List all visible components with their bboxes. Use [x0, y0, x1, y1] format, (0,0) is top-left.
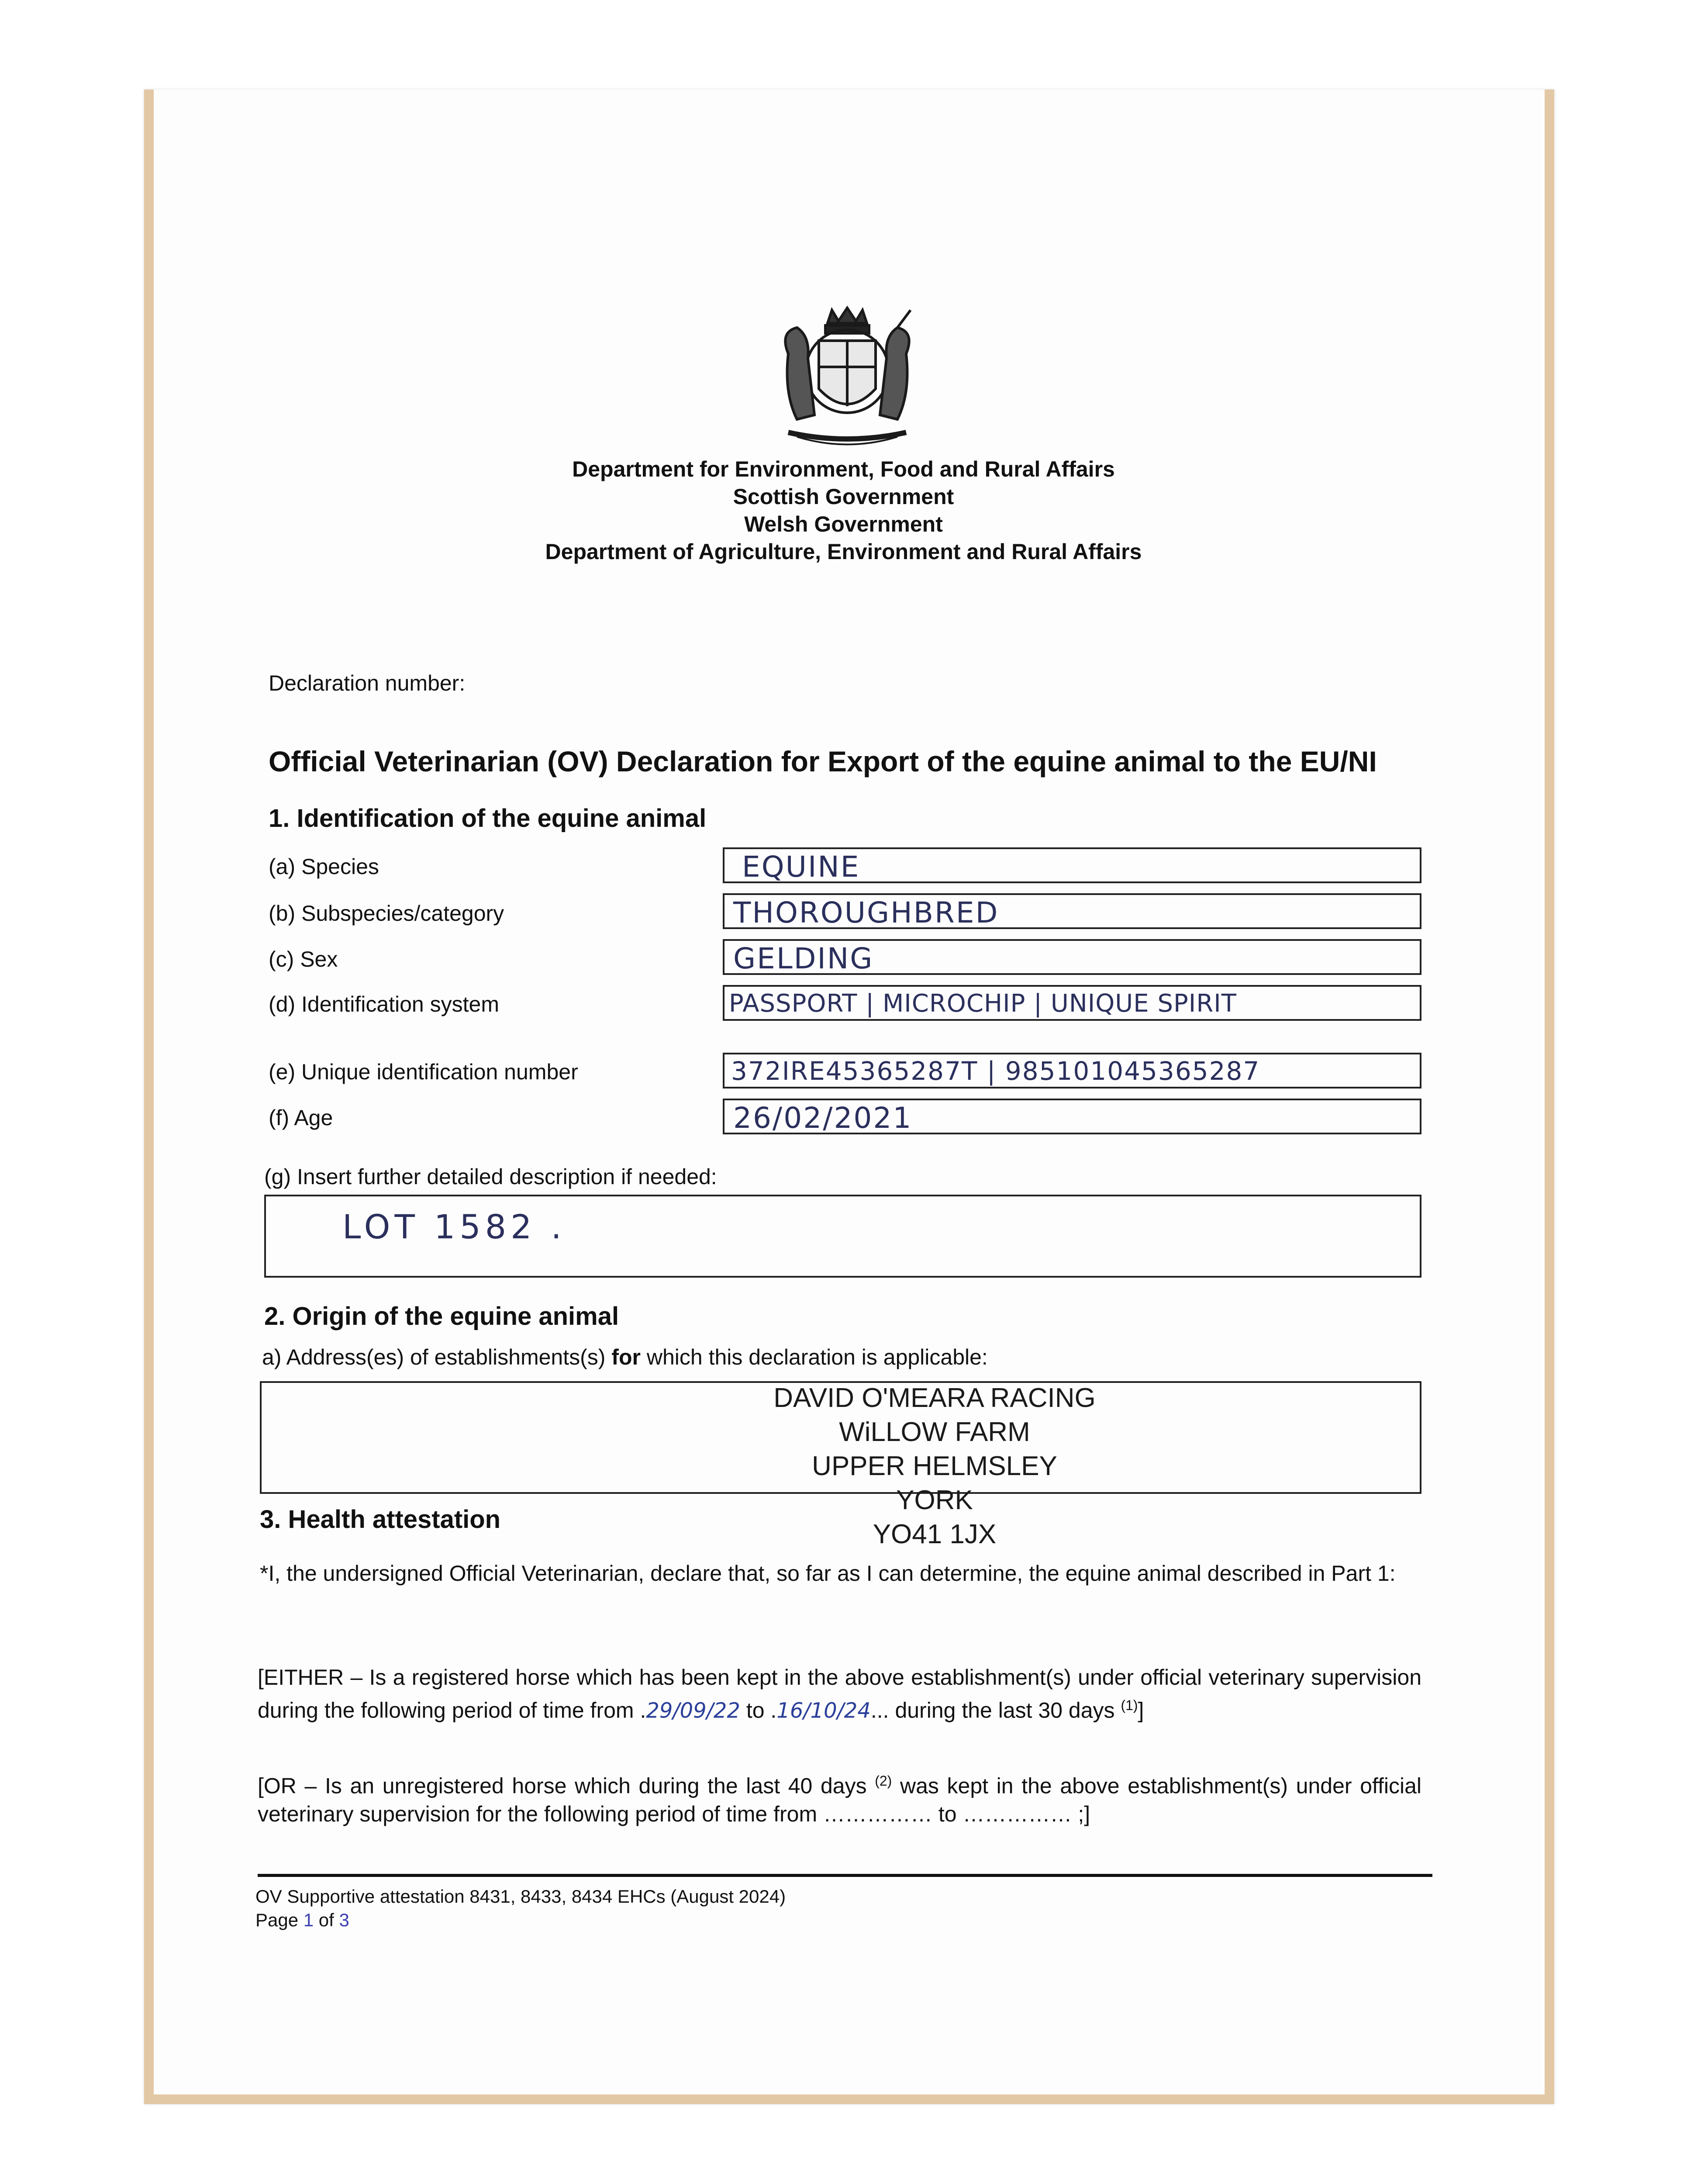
attestation-intro: *I, the undersigned Official Veterinarian, declare that, so far as I can determine, the equine animal described in Part 1: [260, 1561, 1396, 1586]
identification-system-value: PASSPORT | MICROCHIP | UNIQUE SPIRIT [729, 989, 1237, 1018]
species-field[interactable] [723, 847, 1421, 883]
description-value: LOT 1582 . [342, 1207, 566, 1246]
subspecies-value: THOROUGHBRED [733, 896, 999, 930]
age-field[interactable] [723, 1099, 1421, 1134]
department-name-scottish: Scottish Government [733, 484, 954, 509]
address-line-3: UPPER HELMSLEY [812, 1451, 1057, 1481]
sex-field[interactable] [723, 939, 1421, 975]
either-paragraph: [EITHER – Is a registered horse which has been kept in the above establishment(s) under official veterinary supervision during the following period of time from .29/09/22 to .16/10/24... during the last 30 days $^{(1)}$] [258, 1665, 1421, 1723]
royal-coat-of-arms-icon [771, 306, 924, 454]
subspecies-field[interactable] [723, 893, 1421, 929]
department-name-daera: Department of Agriculture, Environment and Rural Affairs [545, 539, 1142, 564]
sex-value: GELDING [733, 942, 874, 975]
declaration-number-label: Declaration number: [269, 671, 466, 695]
unique-id-label: (e) Unique identification number [269, 1060, 578, 1084]
address-label: a) Address(es) of establishments(s) for which this declaration is applicable: [262, 1345, 988, 1369]
sex-label: (c) Sex [269, 947, 338, 971]
subspecies-label: (b) Subspecies/category [269, 901, 504, 926]
kept-from-date: 29/09/22 [646, 1698, 740, 1723]
age-label: (f) Age [269, 1106, 333, 1130]
description-label: (g) Insert further detailed description if needed: [264, 1165, 717, 1189]
unique-id-value: 372IRE45365287T | 985101045365287 [731, 1056, 1260, 1086]
or-paragraph: [OR – Is an unregistered horse which during the last 40 days $^{(2)}$ was kept in the above establishment(s) under official veterinary supervision for the following period of time from …………… to …………… ;] [258, 1773, 1421, 1826]
department-name-welsh: Welsh Government [744, 512, 943, 536]
document-title: Official Veterinarian (OV) Declaration for Export of the equine animal to the EU/NI [269, 745, 1377, 778]
address-line-2: WiLLOW FARM [839, 1417, 1030, 1447]
footer-reference: OV Supportive attestation 8431, 8433, 8434 EHCs (August 2024) [255, 1886, 786, 1907]
address-line-4: YORK [896, 1485, 973, 1515]
address-line-5: YO41 1JX [873, 1519, 997, 1549]
section-1-heading: 1. Identification of the equine animal [269, 804, 707, 833]
page-indicator: Page 1 of 3 [255, 1910, 349, 1930]
identification-system-label: (d) Identification system [269, 992, 499, 1016]
species-value: EQUINE [742, 850, 860, 884]
section-3-heading: 3. Health attestation [260, 1505, 501, 1534]
section-2-heading: 2. Origin of the equine animal [264, 1302, 619, 1330]
address-line-1: DAVID O'MEARA RACING [773, 1383, 1096, 1413]
unique-id-field[interactable] [723, 1053, 1421, 1089]
kept-to-date: 16/10/24 [776, 1698, 871, 1723]
description-field[interactable] [264, 1195, 1421, 1278]
department-name-defra: Department for Environment, Food and Rural Affairs [572, 457, 1115, 481]
age-value: 26/02/2021 [733, 1101, 913, 1135]
species-label: (a) Species [269, 854, 379, 879]
identification-system-field[interactable] [723, 985, 1421, 1021]
footer-divider [258, 1874, 1432, 1877]
